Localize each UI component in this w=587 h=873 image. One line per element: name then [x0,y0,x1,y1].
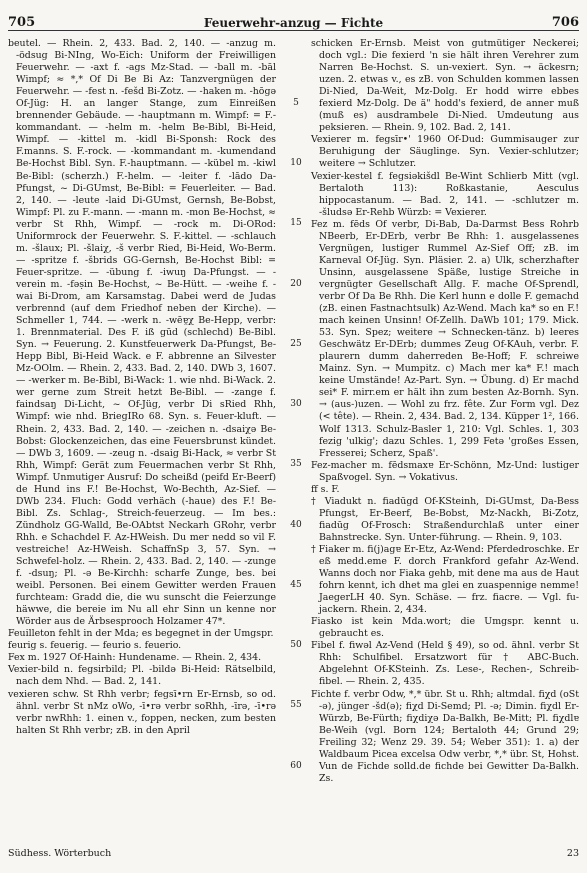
entry: Fez-macher m. fēdsmaxɐ Er-Schönn, Mz-Und: lustiger Spaßvogel. Syn. → Vokativus. [311,459,579,483]
right-column [311,38,579,785]
line-number: 40 [290,520,302,530]
entry: Fez m. fēds Of verbr, Di-Bab, Da-Darmst Bess Rohrb NBeerb, Er-DErb, verbr Be Rhh: 1. ausgelassenes Vergnügen, lustiger Rummel Az-Sief Off; zB. im Karneval Of-Jüg. Syn. Pläsier. 2. a) Ulk, scherzhafter Unsinn, ausgelassene Späße, lustige Streiche in vergnügter Gesellschaft Allg. F. mache Of-Sprendl, verbr Of Da Be Rhh. Die Kerl hunn e dolle F. gemachd (zB. einen Fastnachtsulk) Az-Wend. Mach ka* so en F.! mach keinen Unsinn! Of-Zellh. DaWb 101; 179. Mick. 53. Syn. Spez; weitere → Schnecken-tänz. b) leeres Geschwätz Er-DErb; dummes Zeug Of-KAuh, verbr. F. plaurern dumm daherreden Be-Hoff; F. schreiwe Mainz. Syn. → Mumpitz. c) Mach mer ka* F.! mach keine Umstände! Az-Part. Syn. → Übung. d) Er machd sei* F. mirr.em er hält ihn zum besten Az-Bornh. Syn. → (aus-)uzen. — Wohl zu frz. fête. Zur Form vgl. Dez (< tête). — Rhein. 2, 434. Bad. 2, 134. Küpper 1², 166. Wolf 1313. Schulz-Basler 1, 210: Vgl. Schles. 1, 303 fezig 'ulkig'; dazu Schles. 1, 299 Fetə 'großes Essen, Fresserei; Scherz, Spaß'. [311,218,579,459]
entry: Vexier-kestel f. fegsiəkišdl Be-Wint Schlierb Mitt (vgl. Bertaloth 113): Roßkastanie, Aesculus hippocastanum. — Bad. 2, 141. — -schlutzer m. -šludsə Er-Rehb Würzb: = Vexierer. [311,170,579,218]
entry: Fiasko ist kein Mda.wort; die Umgspr. kennt u. gebraucht es. [311,616,579,640]
entry: † Fiaker m. fi(j)agɐ Er-Etz, Az-Wend: Pferdedroschke. Er eß medd.eme F. dorch Frankford gefahr Az-Wend. Wanns doch nor Fiaka gehb, mit dene ma aus de Haut fohrn kennt, ich dhet ma glei en zuaspennige nemme! JaegerLH 40. Syn. Schäse. — frz. fiacre. — Vgl. fu-jackern. Rhein. 2, 434. [311,543,579,616]
page-number-right: 706 [551,15,579,30]
page-number-left: 705 [8,15,36,30]
page-footer [8,848,579,864]
line-number: 25 [290,339,302,349]
entry: Fex m. 1927 Of-Hainh: Hundename. — Rhein. 2, 434. [8,652,262,664]
entry: ff s. F. [311,483,340,495]
line-number: 10 [290,158,302,168]
entry: vexieren schw. St Rhh verbr; fegsī•rn Er-Ernsb, so od. ähnl. verbr St nMz oWo, -ī•rə verbr soRhh, -īrə, -ī•rə verbr nwRhh: 1. einen v., foppen, necken, zum besten halten St Rhh verbr; zB. in den April [8,688,276,736]
line-number: 35 [290,459,302,469]
line-number: 50 [290,640,302,650]
page-header [8,8,579,31]
left-column [8,38,276,737]
entry: schicken Er-Ernsb. Meist von gutmütiger Neckerei; doch vgl.: Die fexierd 'n sie hält ihren Verehrer zum Narren Be-Hochst. S. un-vexiert. Syn. → äckesrn; uzen. 2. etwas v., es zB. von Schulden kommen lassen Di-Nied, Da-Weit, Mz-Dolg. Er hodd wirre ebbes fexierd Mz-Dolg. De ä" hodd's fexierd, de anner muß (muß es) ausdrambele Di-Nied. Umdeutung aus peksieren. — Rhein. 9, 102. Bad. 2, 141. [311,38,579,134]
entry: feurig s. feuerig. — feurio s. feuerio. [8,640,182,652]
entry: Fibel f. fiwəl Az-Vend (Held § 49), so od. ähnl. verbr St Rhh: Schulfibel. Ersatzwort für † ABC-Buch. Abgelehnt Of-KSteinh. Zs. Lese-, Rechen-, Schreib-fibel. — Rhein. 2, 435. [311,640,579,688]
line-number: 20 [290,279,302,289]
line-number: 15 [290,218,302,228]
entry: beutel. — Rhein. 2, 433. Bad. 2, 140. — -anzug m. -ödsug Bi-NIng, Wo-Eich: Uniform der Freiwilligen Feuerwehr. — -axt f. -ags Mz-Stad. — -ball m. -bāl Wimpf; ≈ *,* Of Di Be Bi Az: Tanzvergnügen der Feuerwehr. — -fest n. -fešd Bi-Zotz. — -haken m. -hōgə Of-Jüg: H. an langer Stange, zum Einreißen brennender Gebäude. — -hauptmann m. Wimpf: = F.-kommandant. — -helm m. -helm Be-Bibl, Bi-Heid, Wimpf. — -kittel m. -kidl Bi-Sponsh: Rock des F.manns. S. F.-rock. — -kommandant m. -kumendand Be-Hochst Bibl. Syn. F.-hauptmann. — -kübel m. -kiwl Be-Bibl: (scherzh.) F.-helm. — -leiter f. -lādo Da-Pfungst, ~ Di-GUmst, Be-Bibl: = Feuerleiter. — Bad. 2, 140. — -leute -laid Di-GUmst, Gernsh, Be-Bobst, Wimpf: Pl. zu F.-mann. — -mann m. -mon Be-Hochst, ≈ verbr St Rhh, Wimpf. — -rock m. Di-ORod: Uniformrock der Feuerwehr. S. F.-kittel. — -schlauch m. -šlaux; Pl. -šlaiχ, -š verbr Ried, Bi-Heid, Wo-Berm. — -spritze f. -šbrids GG-Gernsh, Be-Hochst Bibl: = Feuer-spritze. — -übung f. -iwuŋ Da-Pfungst. — -verein m. -fəṣin Be-Hochst, ~ Be-Hütt. — -weihe f. -wai Bi-Drom, am Karsamstag. Dabei werd de Judas verbrennd (auf dem Friedhof neben der Kirche). — Schmeller 1, 744. — -werk n. -wēɐ̯χ Be-Hepp, verbr: 1. Brennmaterial. Des F. iß gūd (schlechd) Be-Bibl. Syn. → Feuerung. 2. Kunstfeuerwerk Da-Pfungst, Be-Hepp Bibl, Bi-Heid Wack. e F. abbrenne an Silvester Mz-OOlm. — Rhein. 2, 433. Bad. 2, 140. DWb 3, 1607. — -werker m. Be-Bibl, Bi-Wack: 1. wie nhd. Bi-Wack. 2. wer gerne zum Streit hetzt Be-Bibl. — -zange f. faindsaŋ Di-Licht, ~ Of-Jüg, verbr Di sRied Rhh, Wimpf: wie nhd. BriegIRo 68. Syn. s. Feuer-kluft. — Rhein. 2, 433. Bad. 2, 140. — -zeichen n. -dsaiχə Be-Bobst: Glockenzeichen, das eine Feuersbrunst kündet. — DWb 3, 1609. — -zeug n. -dsaig Bi-Hack, ≈ verbr St Rhh, Wimpf: Gerät zum Feuermachen verbr St Rhh, Wimpf. Unmutiger Ausruf: Do scheißd (peifd Er-Beerf) de Hund ins F.! Be-Hochst, Wo-Bechth, Az-Sief. — DWb 234. Fluch: Godd verhäch (-haue) des F.! Be-Bibl. Zs. Schlag-, Streich-feuerzeug. — Im bes.: Zündholz GG-Walld, Be-OAbtst Neckarh GRohr, verbr Rhh. e Schachdel F. Az-HWeish. Du mer nedd so vil F. vestreiche! Az-HWeish. SchaffnSp 3, 57. Syn. → Schwefel-holz. — Rhein. 2, 433. Bad. 2, 140. — -zunge f. -dsuŋ; Pl. -ə Be-Kirchh: scharfe Zunge, bes. bei weibl. Personen. Bei einem Gewitter werden Frauen furchteam: Gradd die, die wu sunscht die Feierzunge häwwe, die bereie im Nu all ehr Sinn un kenne nor Wörder aus de Ärbsesprooch Holzamer 47*. [8,38,276,628]
line-number: 5 [293,98,299,108]
running-title: Feuerwehr-anzug — Fichte [203,16,384,30]
entry: Fichte f. verbr Odw, *,* übr. St u. Rhh; altmdal. fiχd (oSt -ə), jünger -šd(ə); fiχd Di-Semd; Pl. -ə; Dimin. fiχdl Er-Würzb, Be-Fürth; fiχdiχə Da-Balkh, Be-Mitt; Pl. fiχdlɐ Be-Weih (vgl. Born 124; Bertaloth 44; Grund 29; Freiling 32; Wenz 29. 39. 54; Weber 351): 1. a) der Waldbaum Picea excelsa Odw verbr, *,* übr. St, Hohst. Vun de Fichde solld.de fichde bei Gewitter Da-Balkh. Zs. [311,688,579,784]
line-number: 30 [290,399,302,409]
entry: Vexier-bild n. fegsirbild; Pl. -bildə Bi-Heid: Rätselbild, nach dem Nhd. — Bad. 2, 141. [8,664,276,688]
entry: Vexierer m. fegsīr•' 1960 Of-Dud: Gummisauger zur Beruhigung der Säuglinge. Syn. Vexier-schlutzer; weitere → Schlutzer. [311,134,579,170]
entry: † Viadukt n. fiadūgd Of-KSteinh, Di-GUmst, Da-Bess Pfungst, Er-Beerf, Be-Bobst, Mz-Nackh, Bi-Zotz, fiadūg Of-Frosch: Straßendurchlaß unter einer Bahnstrecke. Syn. Unter-führung. — Rhein. 9, 103. [311,495,579,543]
signature-mark: 23 [566,848,579,859]
entry: Feuilleton fehlt in der Mda; es begegnet in der Umgspr. [8,628,274,640]
line-number: 55 [290,700,302,710]
line-number: 60 [290,761,302,771]
source-title: Südhess. Wörterbuch [8,848,112,859]
line-number: 45 [290,580,302,590]
